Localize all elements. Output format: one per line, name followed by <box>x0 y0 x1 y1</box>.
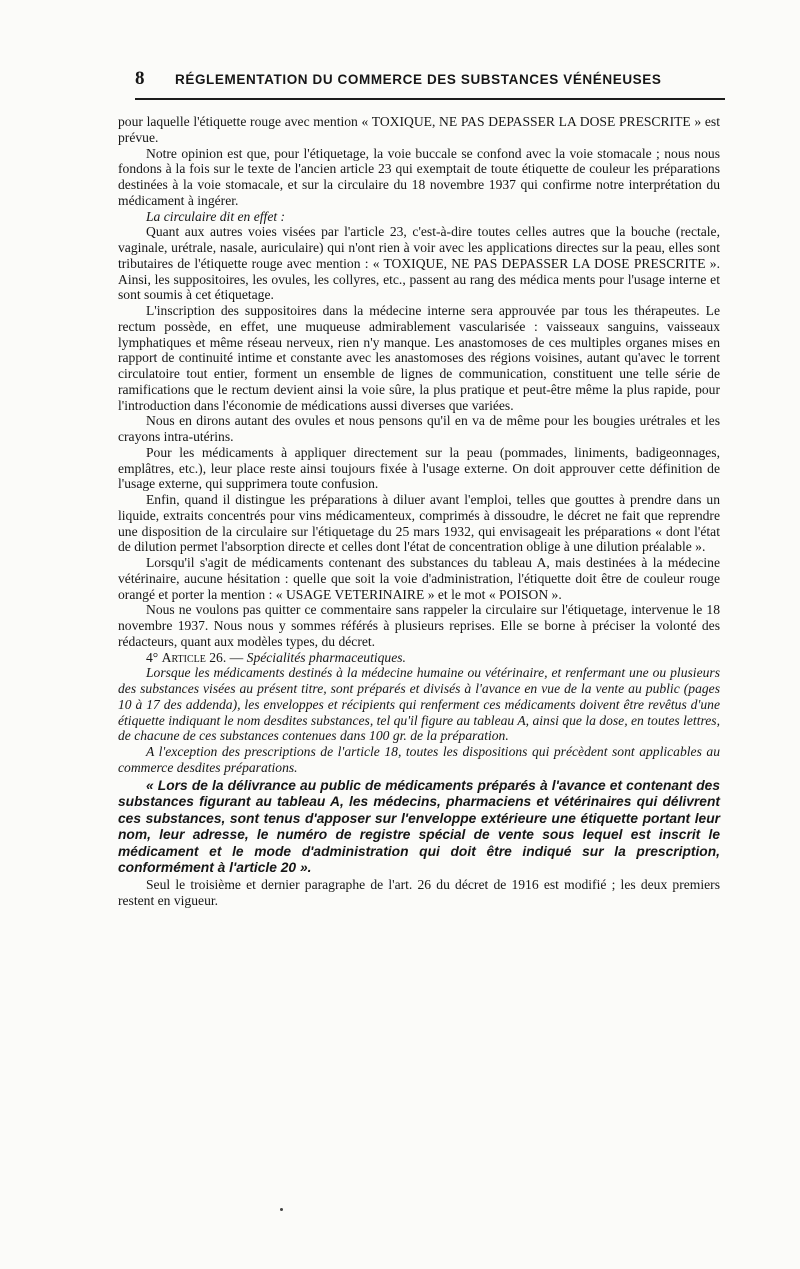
paragraph: Quant aux autres voies visées par l'article 23, c'est-à-dire toutes celles autres que la bouche (rectale, vaginale, urétrale, nasale, auriculaire) qui n'ont rien à voir avec les applications directes sur la peau, elles sont tributaires de l'étiquette rouge avec mention : « TOXIQUE, NE PAS DEPASSER LA DOSE PRESCRITE ». Ainsi, les suppositoires, les ovules, les collyres, etc., passent au rang des médica ments pour l'usage interne et sont soumis à cet étiquetage. <box>118 224 720 303</box>
article-label: Article 26. <box>161 649 227 665</box>
paragraph: Pour les médicaments à appliquer directement sur la peau (pommades, liniments, badigeonnages, emplâtres, etc.), leur place reste ainsi toujours fixée à l'usage externe. On doit approuver cette définition de l'usage externe, qui supprimera toute confusion. <box>118 444 720 492</box>
body-text <box>118 114 720 909</box>
article-dash: — <box>226 649 247 665</box>
page-header <box>135 68 725 90</box>
paragraph: Lorsqu'il s'agit de médicaments contenant des substances du tableau A, mais destinées à la médecine vétérinaire, aucune hésitation : quelle que soit la voie d'administration, l'étiquette doit être de couleur rouge orangé et porter la mention : « USAGE VETERINAIRE » et le mot « POISON ». <box>118 555 720 602</box>
article-paragraph: A l'exception des prescriptions de l'article 18, toutes les dispositions qui précèdent sont applicables au commerce desdites préparations. <box>118 744 720 775</box>
paragraph: Nous ne voulons pas quitter ce commentaire sans rappeler la circulaire sur l'étiquetage, intervenue le 18 novembre 1937. Nous nous y sommes référés à plusieurs reprises. Elle se borne à préciser la volonté des rédacteurs, quant aux modèles types, du décret. <box>118 602 720 649</box>
article-title: Spécialités pharmaceutiques. <box>246 649 406 665</box>
paragraph: L'inscription des suppositoires dans la médecine interne sera approuvée par tous les thérapeutes. Le rectum possède, en effet, une muqueuse admirablement vascularisée : vaisseaux sanguins, vaisseaux lymphatiques et même réseau nerveux, rien n'y manque. Les anastomoses de ces multiples organes mises en rapport de continuité intime et constante avec les anastomoses des régions voisines, autant qu'avec le torrent circulatoire tout entier, forment un ensemble de lignes de communication, constituent une telle série de ramifications que le rectum devient ainsi la voie sûre, la plus pratique et peut-être même la plus rapide, pour l'introduction dans l'économie de médications aussi diverses que variées. <box>118 303 720 413</box>
article-paragraph: Lorsque les médicaments destinés à la médecine humaine ou vétérinaire, et renfermant une ou plusieurs des substances visées au présent titre, sont préparés et divisés à l'avance en vue de la vente au public (pages 10 à 17 des addenda), les enveloppes et récipients qui renferment ces médicaments doivent être revêtus d'une étiquette indiquant le nom desdites substances, tel qu'il figure au tableau A, ainsi que la dose, en toutes lettres, de chacune de ces substances contenues dans 100 gr. de la préparation. <box>118 665 720 744</box>
header-rule <box>135 98 725 100</box>
paragraph: Nous en dirons autant des ovules et nous pensons qu'il en va de même pour les bougies urétrales et les crayons intra-utérins. <box>118 413 720 444</box>
paragraph: Notre opinion est que, pour l'étiquetage, la voie buccale se confond avec la voie stomacale ; nous nous fondons à la fois sur le texte de l'ancien article 23 qui exemptait de toute étiquette de couleur les préparations destinées à la voie stomacale, et sur la circulaire du 18 novembre 1937 qui confirme notre interprétation du médicament à ingérer. <box>118 145 720 208</box>
paragraph: Enfin, quand il distingue les préparations à diluer avant l'emploi, telles que gouttes à prendre dans un liquide, extraits concentrés pour vins médicamenteux, comprimés à dissoudre, le décret ne fait que reprendre une disposition de la circulaire sur l'étiquetage du 25 mars 1932, qui envisageait les préparations « dont l'état de dilution permet l'absorption directe et celles dont l'état de concentration oblige à une dilution préalable ». <box>118 492 720 555</box>
paragraph-circular-intro: La circulaire dit en effet : <box>146 208 286 224</box>
paragraph-continuation: pour laquelle l'étiquette rouge avec mention « TOXIQUE, NE PAS DEPASSER LA DOSE PRESCRITE » est prévue. <box>118 114 720 145</box>
page-number: 8 <box>135 68 145 89</box>
quoted-amendment: « Lors de la délivrance au public de médicaments préparés à l'avance et contenant des substances figurant au tableau A, les médecins, pharmaciens et vétérinaires qui délivrent ces substances, sont tenus d'apposer sur l'enveloppe extérieure une étiquette portant leur nom, leur adresse, le numéro de registre spécial de vente sous lequel est inscrit le médicament et le mode d'administration qui doit être indiqué sur la prescription, conformément à l'article 20 ». <box>118 777 720 876</box>
article-heading <box>118 650 720 666</box>
page-speck <box>280 1208 283 1211</box>
article-number: 4° <box>146 649 162 665</box>
running-title: RÉGLEMENTATION DU COMMERCE DES SUBSTANCES VÉNÉNEUSES <box>175 72 662 87</box>
closing-paragraph: Seul le troisième et dernier paragraphe de l'art. 26 du décret de 1916 est modifié ; les deux premiers restent en vigueur. <box>118 877 720 908</box>
